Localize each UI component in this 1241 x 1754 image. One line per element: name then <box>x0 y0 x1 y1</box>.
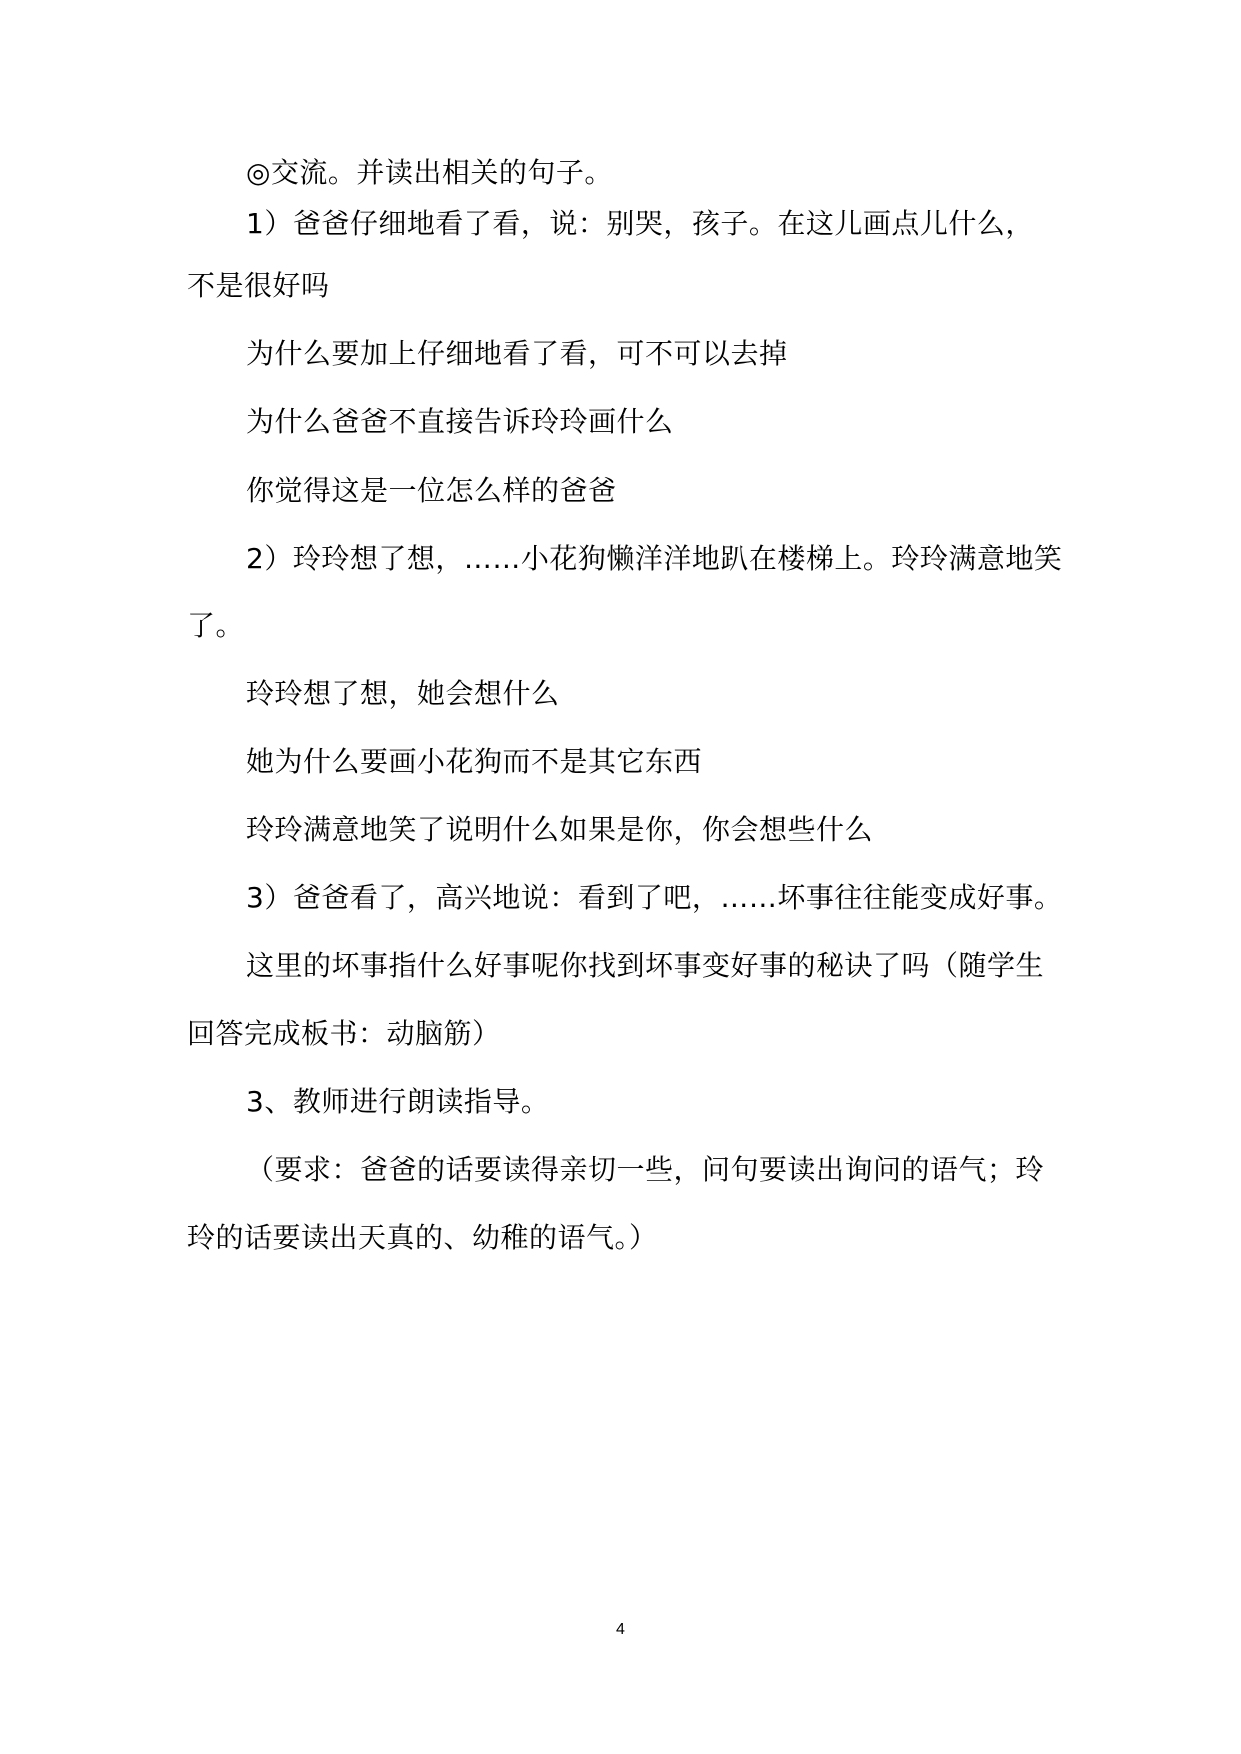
text-line-question: 为什么要加上仔细地看了看，可不可以去掉 <box>246 337 788 370</box>
text-line-item-2-cont: 了。 <box>187 609 245 642</box>
text-line-item-1: 1）爸爸仔细地看了看，说：别哭，孩子。在这儿画点儿什么， <box>246 207 1034 240</box>
text-line-requirement: （要求：爸爸的话要读得亲切一些，问句要读出询问的语气；玲 <box>246 1153 1045 1186</box>
text-line-item-1-cont: 不是很好吗 <box>187 269 330 302</box>
text-line-requirement-cont: 玲的话要读出天真的、幼稚的语气。） <box>187 1221 658 1254</box>
text-line-item-3: 3）爸爸看了，高兴地说：看到了吧，……坏事往往能变成好事。 <box>246 881 1063 914</box>
page-number: 4 <box>616 1621 625 1638</box>
text-line-question: 她为什么要画小花狗而不是其它东西 <box>246 745 703 778</box>
text-line-question: 你觉得这是一位怎么样的爸爸 <box>246 474 617 507</box>
text-line-question: 这里的坏事指什么好事呢你找到坏事变好事的秘诀了吗（随学生 <box>246 949 1045 982</box>
text-line-question: 玲玲满意地笑了说明什么如果是你，你会想些什么 <box>246 813 874 846</box>
text-line-question-cont: 回答完成板书：动脑筋） <box>187 1017 501 1050</box>
text-line-question: 玲玲想了想，她会想什么 <box>246 677 560 710</box>
text-line-step-3: 3、教师进行朗读指导。 <box>246 1085 550 1118</box>
text-line-exchange: ◎交流。并读出相关的句子。 <box>246 156 613 189</box>
text-line-item-2: 2）玲玲想了想，……小花狗懒洋洋地趴在楼梯上。玲玲满意地笑 <box>246 542 1063 575</box>
text-line-question: 为什么爸爸不直接告诉玲玲画什么 <box>246 405 674 438</box>
